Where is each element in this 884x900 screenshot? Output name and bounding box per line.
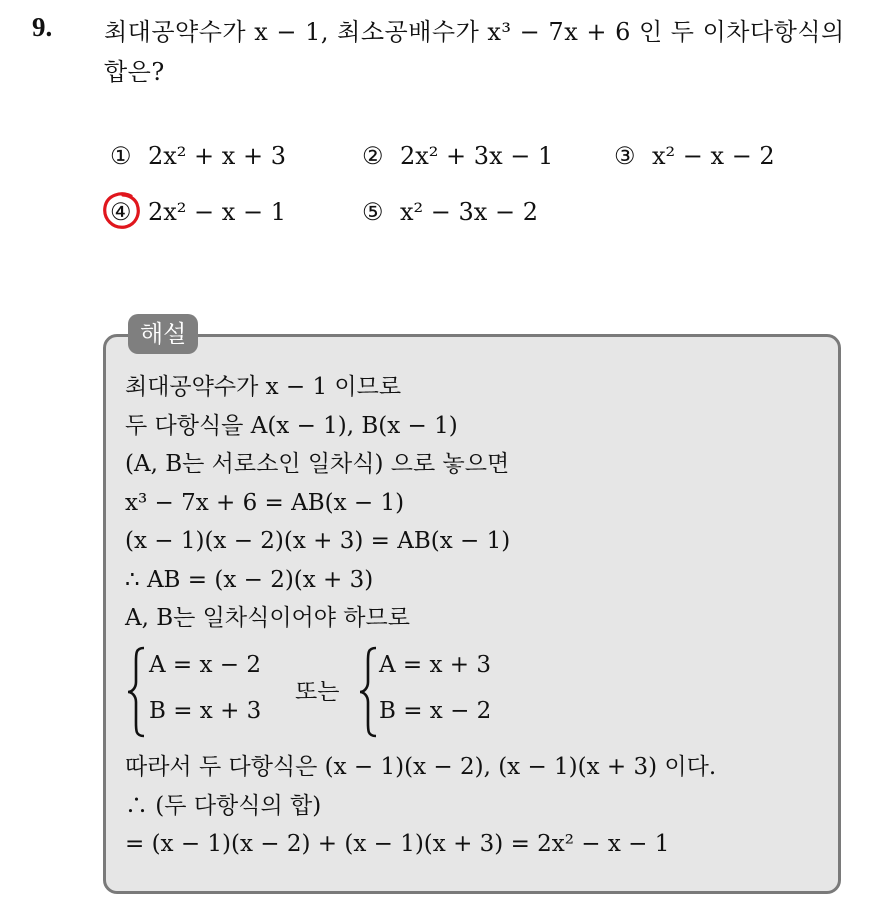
system-right-a: A = x + 3 <box>379 652 492 678</box>
solution-conclusion <box>125 748 825 864</box>
solution-lines <box>125 368 825 638</box>
choice-text: 2x² + x + 3 <box>148 142 286 170</box>
choice-4[interactable] <box>110 198 286 226</box>
solution-tab-label: 해설 <box>128 314 198 354</box>
solution-line: ∴ (두 다항식의 합) <box>125 792 322 819</box>
system-right-b: B = x − 2 <box>379 698 492 724</box>
choice-text: 2x² − x − 1 <box>148 198 286 226</box>
system-or-label: 또는 <box>295 679 340 705</box>
right-brace-icon <box>357 646 379 738</box>
choice-number: ② <box>362 142 384 170</box>
choice-2[interactable] <box>362 142 553 170</box>
choice-text: 2x² + 3x − 1 <box>400 142 554 170</box>
choice-number: ③ <box>614 142 636 170</box>
choice-3[interactable] <box>614 142 775 170</box>
question-line-2: 합은? <box>104 58 165 86</box>
solution-line: = (x − 1)(x − 2) + (x − 1)(x + 3) = 2x² − x − 1 <box>125 831 670 857</box>
system-left-b: B = x + 3 <box>149 698 262 724</box>
solution-line: 최대공약수가 x − 1 이므로 <box>125 374 402 400</box>
question-number: 9. <box>32 12 53 42</box>
choice-1[interactable] <box>110 142 286 170</box>
solution-line: (A, B는 서로소인 일차식) 으로 놓으면 <box>125 451 510 477</box>
solution-line: 두 다항식을 A(x − 1), B(x − 1) <box>125 412 458 439</box>
choice-number: ④ <box>110 198 132 226</box>
choice-number: ⑤ <box>362 198 384 226</box>
system-left-a: A = x − 2 <box>149 652 262 678</box>
solution-line: x³ − 7x + 6 = AB(x − 1) <box>125 489 405 516</box>
choice-text: x² − 3x − 2 <box>400 198 538 226</box>
solution-line: A, B는 일차식이어야 하므로 <box>125 605 410 631</box>
solution-line: 따라서 두 다항식은 (x − 1)(x − 2), (x − 1)(x + 3) 이다. <box>125 754 717 780</box>
question-line-1: 최대공약수가 x − 1, 최소공배수가 x³ − 7x + 6 인 두 이차다항식의 <box>104 18 845 46</box>
solution-line: ∴ AB = (x − 2)(x + 3) <box>125 566 374 593</box>
solution-line: (x − 1)(x − 2)(x + 3) = AB(x − 1) <box>125 528 511 554</box>
choice-5[interactable] <box>362 198 538 226</box>
left-brace-icon <box>125 646 147 738</box>
equation-system <box>125 646 625 738</box>
choice-text: x² − x − 2 <box>652 142 775 170</box>
question-text <box>104 12 864 92</box>
choice-number: ① <box>110 142 132 170</box>
